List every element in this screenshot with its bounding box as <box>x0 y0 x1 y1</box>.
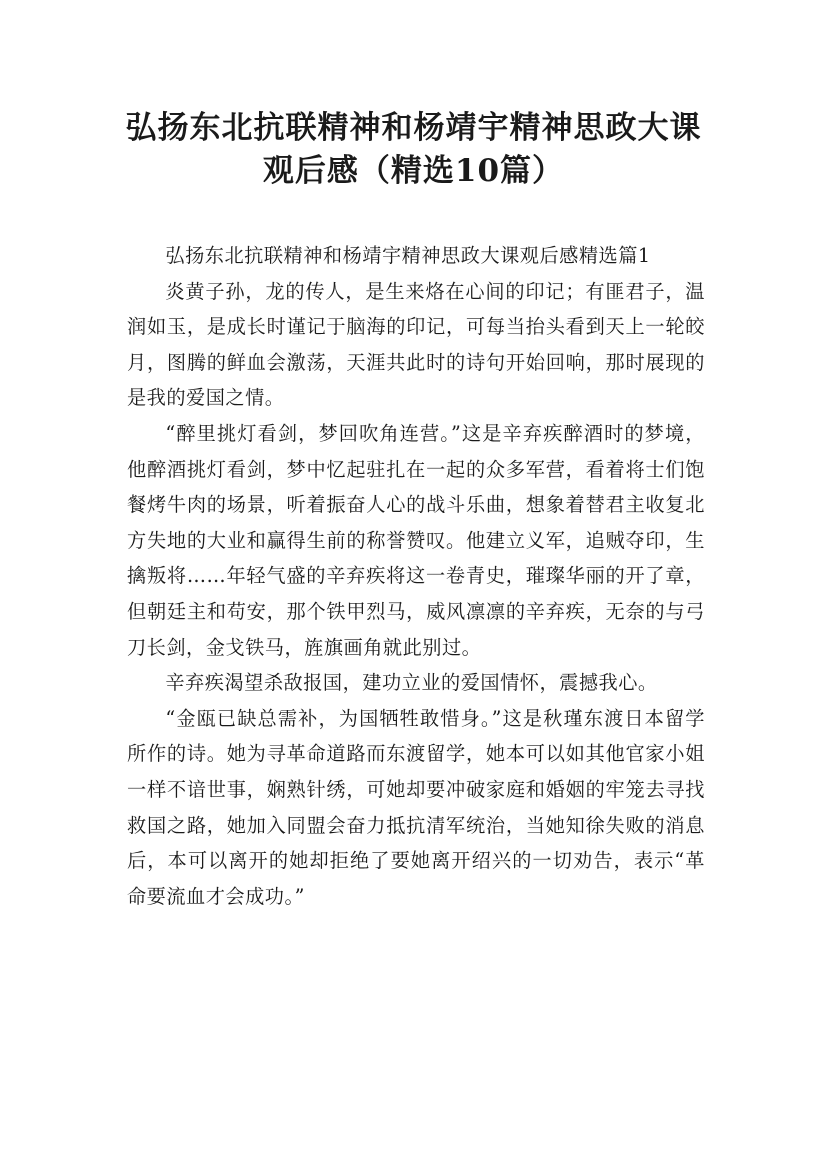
document-title-line-1: 弘扬东北抗联精神和杨靖宇精神思政大课 <box>125 110 702 146</box>
section-heading-paragraph: 弘扬东北抗联精神和杨靖宇精神思政大课观后感精选篇1 <box>165 244 651 267</box>
body-paragraph: “醉里挑灯看剑，梦回吹角连营。”这是辛弃疾醉酒时的梦境，他醉酒挑灯看剑，梦中忆起驻扎在一起的众多军营，看着将士们饱餐烤牛肉的场景，听着振奋人心的战斗乐曲，想象着替君主收复北方失地的大业和赢得生前的称誉赞叹。他建立义军，追贼夺印，生擒叛将……年轻气盛的辛弃疾将这一卷青史，璀璨华丽的开了章，但朝廷主和苟安，那个铁甲烈马，威风凛凛的辛弃疾，无奈的与弓刀长剑，金戈铁马，旌旗画角就此别过。 <box>127 421 705 659</box>
document-body <box>127 238 705 914</box>
document-title-line-2: 观后感（精选10篇） <box>262 153 565 189</box>
body-paragraph: 炎黄子孙，龙的传人，是生来烙在心间的印记；有匪君子，温润如玉，是成长时谨记于脑海的印记，可每当抬头看到天上一轮皎月，图腾的鲜血会激荡，天涯共此时的诗句开始回响，那时展现的是我的爱国之情。 <box>127 279 705 410</box>
body-paragraph: “金瓯已缺总需补，为国牺牲敢惜身。”这是秋瑾东渡日本留学所作的诗。她为寻革命道路而东渡留学，她本可以如其他官家小姐一样不谙世事，娴熟针绣，可她却要冲破家庭和婚姻的牢笼去寻找救国之路，她加入同盟会奋力抵抗清军统治，当她知徐失败的消息后，本可以离开的她却拒绝了要她离开绍兴的一切劝告，表示“革命要流血才会成功。” <box>127 706 705 908</box>
body-paragraph: 辛弃疾渴望杀敌报国，建功立业的爱国情怀，震撼我心。 <box>165 671 658 695</box>
